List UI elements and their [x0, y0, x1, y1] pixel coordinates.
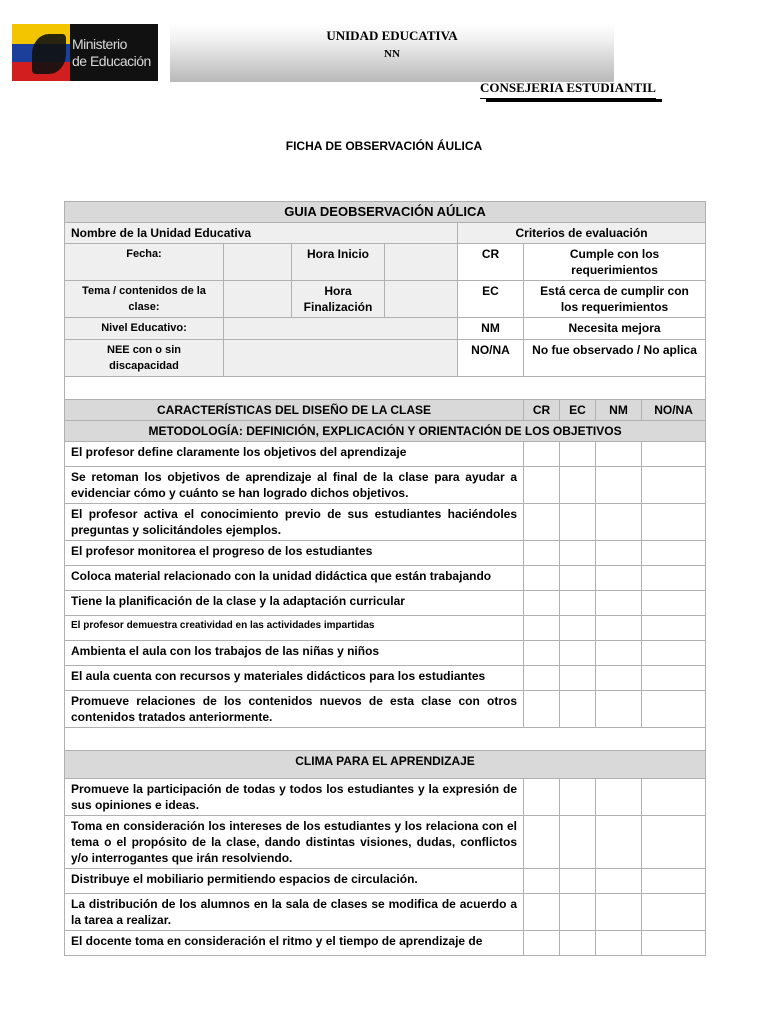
check-cr[interactable] [524, 931, 560, 956]
check-cr[interactable] [524, 894, 560, 931]
document-title: FICHA DE OBSERVACIÓN ÁULICA [285, 139, 483, 153]
check-ec[interactable] [560, 666, 596, 691]
check-cr[interactable] [524, 541, 560, 566]
institution-sub: NN [384, 48, 400, 60]
tema-row [65, 281, 706, 318]
table-row [65, 779, 706, 816]
criteria-code: CR [458, 244, 524, 281]
table-row [65, 666, 706, 691]
spacer [65, 377, 706, 400]
guide-title: GUIA DEOBSERVACIÓN AÚLICA [65, 202, 706, 223]
check-cr[interactable] [524, 779, 560, 816]
check-cr[interactable] [524, 467, 560, 504]
check-nona[interactable] [642, 591, 706, 616]
ministry-logo [12, 24, 158, 81]
table-row [65, 931, 706, 956]
check-nm[interactable] [596, 894, 642, 931]
check-nona[interactable] [642, 779, 706, 816]
criterion-text: El docente toma en consideración el ritmo y el tiempo de aprendizaje de [65, 931, 524, 956]
check-nona[interactable] [642, 816, 706, 869]
criterion-text: Distribuye el mobiliario permitiendo espacios de circulación. [65, 869, 524, 894]
check-nona[interactable] [642, 442, 706, 467]
criteria-desc: No fue observado / No aplica [524, 340, 706, 377]
criterion-text: El profesor define claramente los objetivos del aprendizaje [65, 442, 524, 467]
check-nona[interactable] [642, 504, 706, 541]
criterion-text: El profesor monitorea el progreso de los estudiantes [65, 541, 524, 566]
table-row [65, 869, 706, 894]
check-cr[interactable] [524, 616, 560, 641]
table-row [65, 566, 706, 591]
spacer [65, 728, 706, 751]
col-ec: EC [560, 400, 596, 421]
check-ec[interactable] [560, 504, 596, 541]
hora-fin-input[interactable] [385, 281, 458, 318]
criteria-desc: Necesita mejora [524, 318, 706, 340]
table-row [65, 641, 706, 666]
check-nona[interactable] [642, 869, 706, 894]
check-nm[interactable] [596, 467, 642, 504]
check-cr[interactable] [524, 641, 560, 666]
table-row [65, 894, 706, 931]
table-row [65, 816, 706, 869]
check-ec[interactable] [560, 894, 596, 931]
criterion-text: Tiene la planificación de la clase y la adaptación curricular [65, 591, 524, 616]
fecha-input[interactable] [224, 244, 292, 281]
check-cr[interactable] [524, 591, 560, 616]
spacer-row [65, 377, 706, 400]
check-cr[interactable] [524, 566, 560, 591]
check-nm[interactable] [596, 931, 642, 956]
check-nm[interactable] [596, 591, 642, 616]
fecha-row [65, 244, 706, 281]
nee-label: NEE con o sin discapacidad [65, 340, 224, 377]
check-nm[interactable] [596, 442, 642, 467]
hora-fin-label: Hora Finalización [292, 281, 385, 318]
check-ec[interactable] [560, 616, 596, 641]
check-ec[interactable] [560, 816, 596, 869]
check-nm[interactable] [596, 816, 642, 869]
check-cr[interactable] [524, 666, 560, 691]
check-nona[interactable] [642, 931, 706, 956]
check-cr[interactable] [524, 442, 560, 467]
criteria-code: NM [458, 318, 524, 340]
table-row [65, 616, 706, 641]
check-ec[interactable] [560, 467, 596, 504]
check-ec[interactable] [560, 641, 596, 666]
check-nona[interactable] [642, 566, 706, 591]
criteria-label: Criterios de evaluación [458, 223, 706, 244]
guide-title-row [65, 202, 706, 223]
check-nona[interactable] [642, 666, 706, 691]
check-cr[interactable] [524, 691, 560, 728]
criteria-code: EC [458, 281, 524, 318]
check-nona[interactable] [642, 541, 706, 566]
criterion-text: Promueve la participación de todas y todos los estudiantes y la expresión de sus opiniones e ideas. [65, 779, 524, 816]
check-nona[interactable] [642, 467, 706, 504]
spacer-row [65, 728, 706, 751]
school-name-label: Nombre de la Unidad Educativa [65, 223, 458, 244]
check-ec[interactable] [560, 566, 596, 591]
check-cr[interactable] [524, 816, 560, 869]
section1-title: METODOLOGÍA: DEFINICIÓN, EXPLICACIÓN Y ORIENTACIÓN DE LOS OBJETIVOS [65, 421, 706, 442]
check-ec[interactable] [560, 931, 596, 956]
nee-input[interactable] [224, 340, 458, 377]
section2-title: CLIMA PARA EL APRENDIZAJE [65, 751, 706, 779]
flag-emblem-icon [12, 24, 70, 81]
check-nona[interactable] [642, 894, 706, 931]
check-nm[interactable] [596, 641, 642, 666]
table-row [65, 442, 706, 467]
check-cr[interactable] [524, 504, 560, 541]
check-ec[interactable] [560, 691, 596, 728]
section1-title-row [65, 421, 706, 442]
check-nm[interactable] [596, 616, 642, 641]
tema-label: Tema / contenidos de la clase: [65, 281, 224, 318]
table-row [65, 504, 706, 541]
logo-text: Ministerio de Educación [72, 36, 151, 69]
design-header-label: CARACTERÍSTICAS DEL DISEÑO DE LA CLASE [65, 400, 524, 421]
institution-name: UNIDAD EDUCATIVA [326, 28, 458, 43]
hora-inicio-label: Hora Inicio [292, 244, 385, 281]
table-row [65, 541, 706, 566]
check-nona[interactable] [642, 616, 706, 641]
check-nona[interactable] [642, 641, 706, 666]
check-nm[interactable] [596, 666, 642, 691]
criterion-text: El profesor demuestra creatividad en las actividades impartidas [65, 616, 524, 641]
criteria-code: NO/NA [458, 340, 524, 377]
check-ec[interactable] [560, 541, 596, 566]
criterion-text: Promueve relaciones de los contenidos nuevos de esta clase con otros contenidos tratados anteriormente. [65, 691, 524, 728]
col-cr: CR [524, 400, 560, 421]
hora-inicio-input[interactable] [385, 244, 458, 281]
criterion-text: Toma en consideración los intereses de los estudiantes y los relaciona con el tema o el propósito de la clase, dando distintas visiones, dudas, conflictos y/o interrogantes que irán resolviendo. [65, 816, 524, 869]
section2-title-row [65, 751, 706, 779]
department-name: CONSEJERIA ESTUDIANTIL [480, 80, 656, 99]
check-ec[interactable] [560, 442, 596, 467]
check-nm[interactable] [596, 691, 642, 728]
nee-row [65, 340, 706, 377]
criterion-text: La distribución de los alumnos en la sala de clases se modifica de acuerdo a la tarea a realizar. [65, 894, 524, 931]
criterion-text: El aula cuenta con recursos y materiales didácticos para los estudiantes [65, 666, 524, 691]
criterion-text: Ambienta el aula con los trabajos de las niñas y niños [65, 641, 524, 666]
check-nm[interactable] [596, 541, 642, 566]
table-row [65, 691, 706, 728]
criterion-text: El profesor activa el conocimiento previo de sus estudiantes haciéndoles preguntas y solicitándoles ejemplos. [65, 504, 524, 541]
check-nm[interactable] [596, 566, 642, 591]
check-ec[interactable] [560, 591, 596, 616]
check-nm[interactable] [596, 504, 642, 541]
fecha-label: Fecha: [65, 244, 224, 281]
criteria-desc: Está cerca de cumplir con los requerimientos [524, 281, 706, 318]
nivel-input[interactable] [224, 318, 458, 340]
table-row [65, 467, 706, 504]
col-nona: NO/NA [642, 400, 706, 421]
check-cr[interactable] [524, 869, 560, 894]
observation-form-table [64, 201, 706, 956]
nivel-row [65, 318, 706, 340]
check-nona[interactable] [642, 691, 706, 728]
school-name-row [65, 223, 706, 244]
check-ec[interactable] [560, 779, 596, 816]
check-nm[interactable] [596, 779, 642, 816]
check-nm[interactable] [596, 869, 642, 894]
design-header-row [65, 400, 706, 421]
table-row [65, 591, 706, 616]
tema-input[interactable] [224, 281, 292, 318]
check-ec[interactable] [560, 869, 596, 894]
nivel-label: Nivel Educativo: [65, 318, 224, 340]
criterion-text: Coloca material relacionado con la unidad didáctica que están trabajando [65, 566, 524, 591]
criterion-text: Se retoman los objetivos de aprendizaje al final de la clase para ayudar a evidenciar cómo y cuánto se han logrado dichos objetivos. [65, 467, 524, 504]
col-nm: NM [596, 400, 642, 421]
criteria-desc: Cumple con los requerimientos [524, 244, 706, 281]
department-underline [486, 99, 662, 102]
